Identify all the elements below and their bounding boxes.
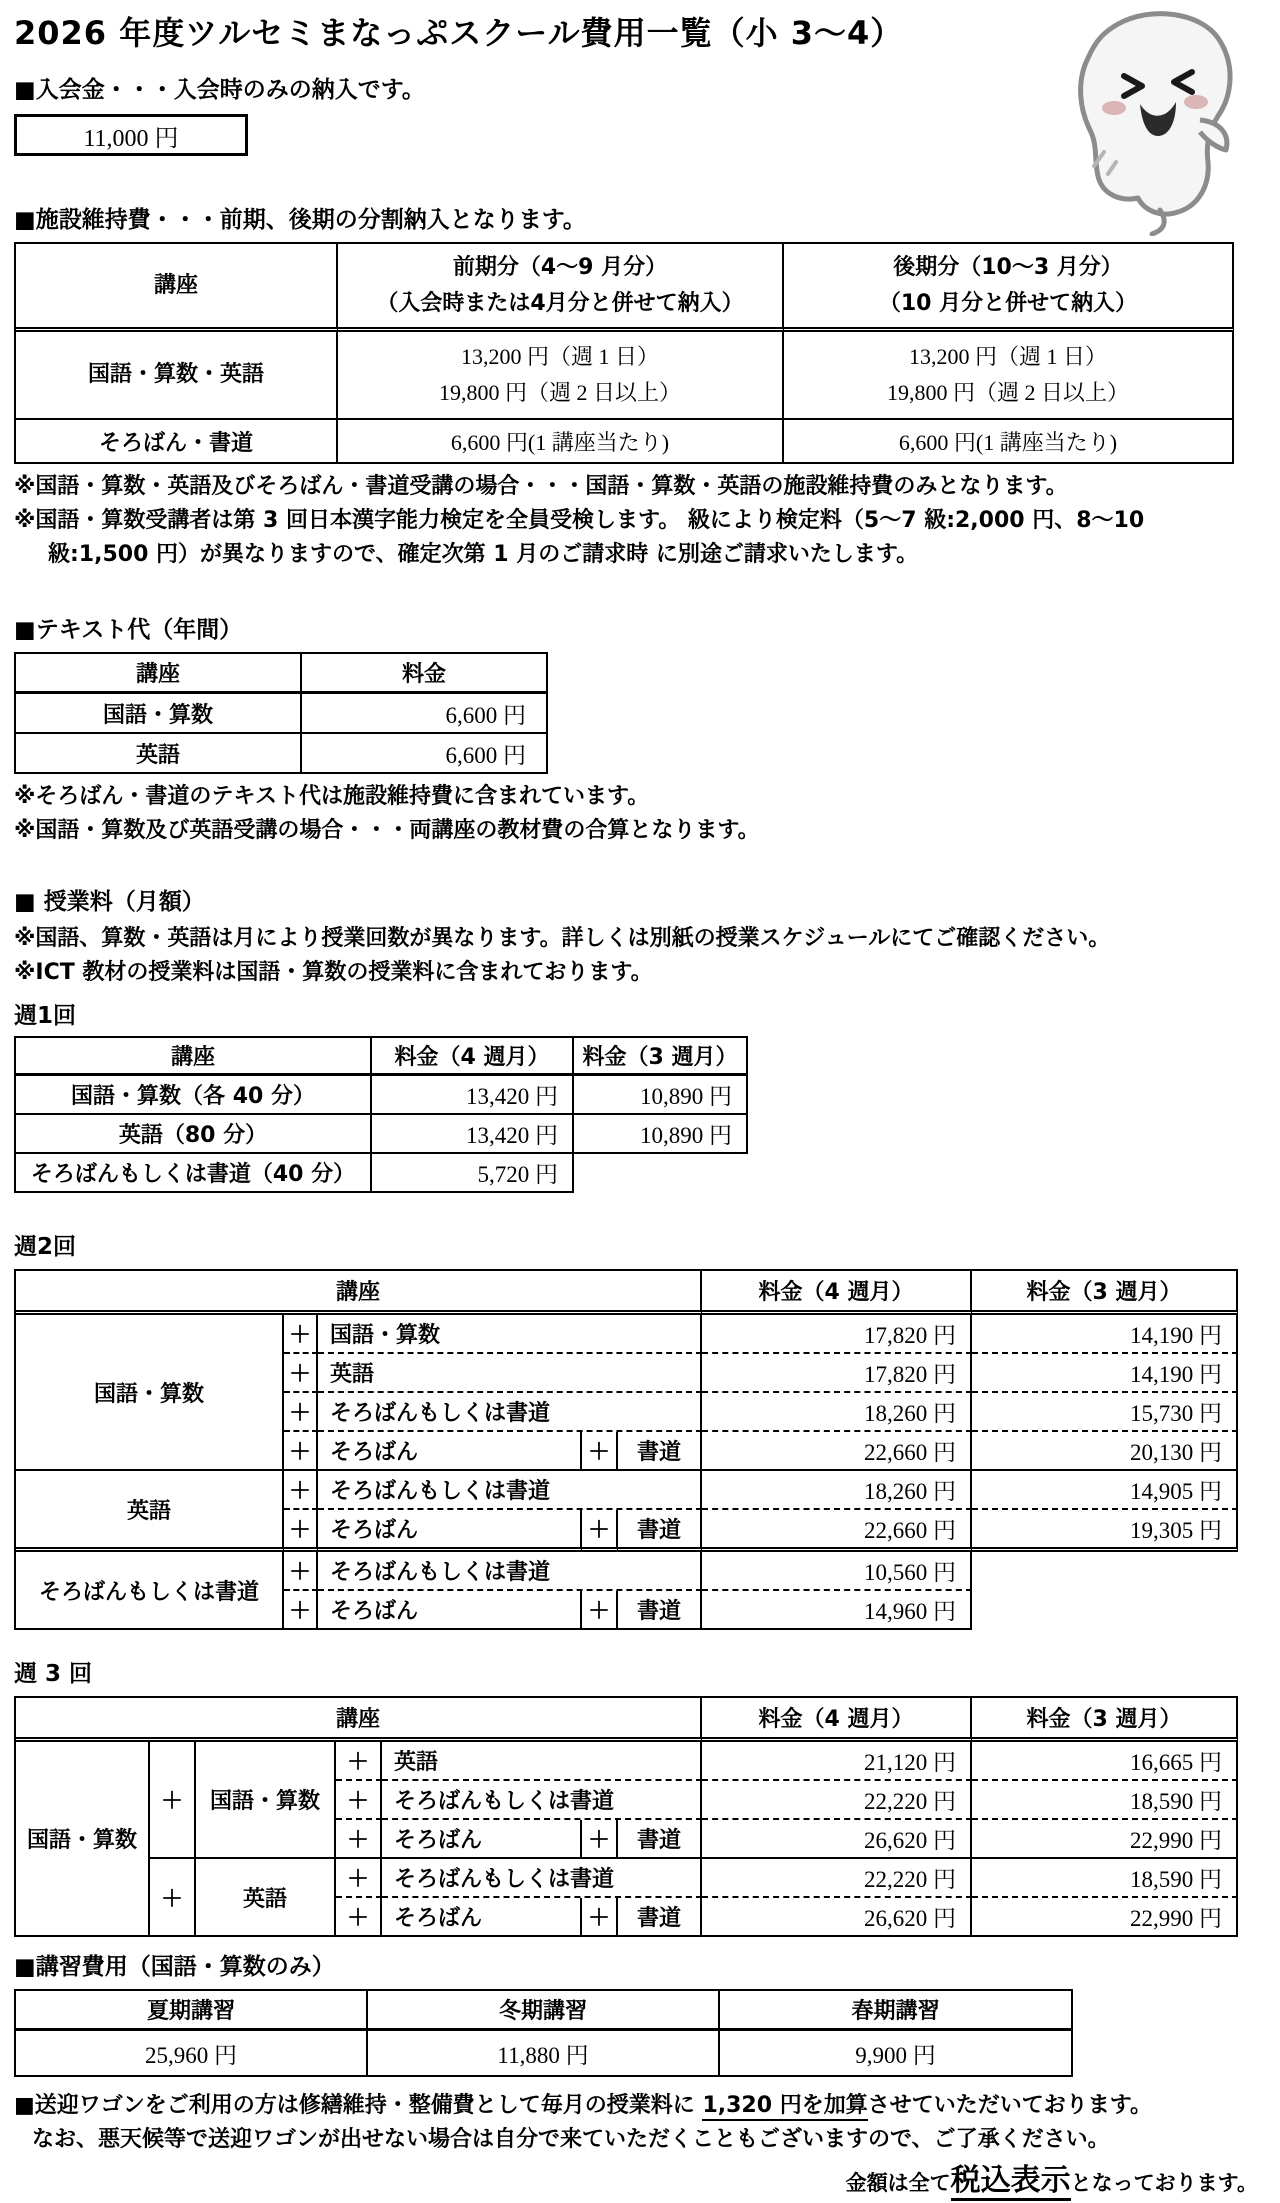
plus-sign: ＋ [582,1510,618,1552]
table-row [16,1742,1238,1781]
column-header-price3: 料金（3 週月） [574,1038,748,1076]
price-4week-cell: 10,560 円 [702,1552,972,1591]
wagon-note-pre: ■送迎ワゴンをご利用の方は修繕維持・整備費として毎月の授業料に [14,2093,703,2118]
added-course-cell: 英語 [382,1742,702,1781]
seminar-heading: ■講習費用（国語・算数のみ） [14,1954,335,1980]
plus-sign: ＋ [284,1510,318,1552]
column-header-winter: 冬期講習 [368,1991,720,2031]
table-header-row [16,244,1234,332]
facility-table [14,242,1234,464]
table-row [16,1154,748,1193]
tax-note [14,2161,1264,2203]
price-cell: 6,600 円 [302,694,548,734]
price-4week-cell: 22,660 円 [702,1510,972,1552]
tax-note-post: となっております。 [1070,2171,1258,2195]
course-cell: 英語（80 分） [16,1115,372,1154]
week2-label: 週2回 [14,1234,77,1260]
mascot-blush-right [1184,95,1208,109]
added-course2-cell: 書道 [618,1591,702,1630]
textbook-table [14,652,548,774]
price-3week-cell: 22,990 円 [972,1820,1238,1859]
course-cell: 英語 [16,734,302,774]
plus-sign: ＋ [284,1315,318,1354]
plus-sign: ＋ [150,1742,196,1859]
course-group-cell: 英語 [196,1859,336,1937]
first-term-header-line2: （入会時または4月分と併せて納入） [376,290,744,316]
summer-price-cell: 25,960 円 [16,2031,368,2077]
table-row [16,332,1234,420]
price-3week-cell: 18,590 円 [972,1859,1238,1898]
tax-note-pre: 金額は全て [845,2171,951,2195]
facility-note: 級:1,500 円）が異なりますので、確定次第 1 月のご請求時 に別途ご請求いたします。 [48,542,919,567]
course-group-cell: そろばんもしくは書道 [16,1552,284,1630]
fee-line: 19,800 円（週 2 日以上） [438,380,681,405]
empty-cell [972,1591,1238,1630]
added-course-cell: そろばん [382,1898,582,1937]
mascot-illustration [1042,4,1254,236]
wagon-note-line2: なお、悪天候等で送迎ワゴンが出せない場合は自分で来ていただくこともございますので、ご了承ください。 [32,2127,1110,2152]
plus-sign: ＋ [284,1471,318,1510]
price-3week-cell: 14,905 円 [972,1471,1238,1510]
table-row [16,1076,748,1115]
outer-course-group-cell: 国語・算数 [16,1742,150,1937]
plus-sign: ＋ [150,1859,196,1937]
fee-line: 19,800 円（週 2 日以上） [886,380,1129,405]
plus-sign: ＋ [336,1820,382,1859]
price-3week-cell: 14,190 円 [972,1354,1238,1393]
table-header-row [16,654,548,694]
added-course-cell: そろばんもしくは書道 [318,1471,702,1510]
price-3week-cell: 18,590 円 [972,1781,1238,1820]
column-header-course: 講座 [16,1271,702,1315]
table-row [16,420,1234,464]
price-3week-cell: 10,890 円 [574,1115,748,1154]
mascot-body [1081,14,1230,214]
fee-line: 13,200 円（週 1 日） [908,344,1107,369]
price-3week-cell: 22,990 円 [972,1898,1238,1937]
column-header-price: 料金 [302,654,548,694]
added-course2-cell: 書道 [618,1898,702,1937]
wagon-note [14,2089,1264,2123]
price-4week-cell: 18,260 円 [702,1393,972,1432]
plus-sign: ＋ [336,1859,382,1898]
price-4week-cell: 22,660 円 [702,1432,972,1471]
textbook-note: ※そろばん・書道のテキスト代は施設維持費に含まれています。 [14,784,650,809]
column-header-summer: 夏期講習 [16,1991,368,2031]
price-4week-cell: 18,260 円 [702,1471,972,1510]
table-header-row [16,1038,748,1076]
tuition-note: ※ICT 教材の授業料は国語・算数の授業料に含まれております。 [14,960,653,985]
course-cell: 国語・算数 [16,694,302,734]
added-course-cell: 英語 [318,1354,702,1393]
week3-table [14,1696,1238,1937]
week2-table [14,1269,1238,1630]
second-term-header-line2: （10 月分と併せて納入） [878,290,1138,316]
plus-sign: ＋ [284,1591,318,1630]
price-3week-cell: 20,130 円 [972,1432,1238,1471]
table-row [16,1115,748,1154]
table-row [16,1471,1238,1510]
empty-cell [972,1552,1238,1591]
column-header-price4: 料金（4 週月） [372,1038,574,1076]
wagon-note-underlined: 1,320 円を加算 [702,2093,867,2121]
added-course-cell: そろばんもしくは書道 [318,1393,702,1432]
empty-cell [574,1154,748,1193]
course-cell: そろばん・書道 [16,420,338,464]
table-header-row [16,1991,1073,2031]
added-course-cell: そろばん [318,1591,582,1630]
column-header-price3: 料金（3 週月） [972,1698,1238,1742]
price-3week-cell: 14,190 円 [972,1315,1238,1354]
column-header-first-term [338,244,784,332]
second-term-header-line1: 後期分（10～3 月分） [893,254,1123,280]
price-4week-cell: 5,720 円 [372,1154,574,1193]
week1-label: 週1回 [14,1003,77,1029]
plus-sign: ＋ [582,1898,618,1937]
added-course2-cell: 書道 [618,1432,702,1471]
added-course2-cell: 書道 [618,1820,702,1859]
price-cell: 6,600 円 [302,734,548,774]
mascot-blush-left [1102,101,1126,115]
first-term-fee-cell: 6,600 円(1 講座当たり) [338,420,784,464]
second-term-fee-cell: 6,600 円(1 講座当たり) [784,420,1234,464]
column-header-course: 講座 [16,244,338,332]
seminar-table [14,1989,1073,2077]
price-4week-cell: 17,820 円 [702,1315,972,1354]
course-cell: そろばんもしくは書道（40 分） [16,1154,372,1193]
page-title: 2026 年度ツルセミまなっぷスクール費用一覧（小 3～4） [14,14,904,52]
spring-price-cell: 9,900 円 [720,2031,1073,2077]
plus-sign: ＋ [336,1742,382,1781]
plus-sign: ＋ [582,1820,618,1859]
winter-price-cell: 11,880 円 [368,2031,720,2077]
price-4week-cell: 22,220 円 [702,1781,972,1820]
column-header-course: 講座 [16,654,302,694]
week3-label: 週 3 回 [14,1661,93,1687]
price-4week-cell: 14,960 円 [702,1591,972,1630]
table-row [16,1315,1238,1354]
table-row [16,694,548,734]
facility-note: ※国語・算数・英語及びそろばん・書道受講の場合・・・国語・算数・英語の施設維持費のみとなります。 [14,474,1068,499]
table-row [16,1552,1238,1591]
plus-sign: ＋ [582,1432,618,1471]
table-header-row [16,1698,1238,1742]
table-row [16,734,548,774]
column-header-second-term [784,244,1234,332]
first-term-header-line1: 前期分（4～9 月分） [452,254,668,280]
price-4week-cell: 21,120 円 [702,1742,972,1781]
course-group-cell: 英語 [16,1471,284,1552]
column-header-spring: 春期講習 [720,1991,1073,2031]
plus-sign: ＋ [284,1432,318,1471]
added-course-cell: そろばんもしくは書道 [382,1859,702,1898]
facility-heading: ■施設維持費・・・前期、後期の分割納入となります。 [14,207,586,233]
second-term-fee-cell [784,332,1234,420]
price-4week-cell: 17,820 円 [702,1354,972,1393]
table-header-row [16,1271,1238,1315]
plus-sign: ＋ [336,1898,382,1937]
table-row [16,2031,1073,2077]
price-4week-cell: 13,420 円 [372,1076,574,1115]
admission-fee-box [14,114,248,156]
facility-note: ※国語・算数受講者は第 3 回日本漢字能力検定を全員受検します。 級により検定料（5～7 級:2,000 円、8～10 [14,508,1145,533]
price-4week-cell: 26,620 円 [702,1898,972,1937]
course-cell: 国語・算数・英語 [16,332,338,420]
table-row [16,1859,1238,1898]
added-course-cell: そろばん [382,1820,582,1859]
price-4week-cell: 22,220 円 [702,1859,972,1898]
week1-table [14,1036,748,1193]
column-header-course: 講座 [16,1038,372,1076]
tuition-heading: ■ 授業料（月額） [14,889,205,915]
added-course-cell: そろばんもしくは書道 [318,1552,702,1591]
tuition-note: ※国語、算数・英語は月により授業回数が異なります。詳しくは別紙の授業スケジュールにてご確認ください。 [14,926,1111,951]
column-header-price4: 料金（4 週月） [702,1271,972,1315]
added-course-cell: 国語・算数 [318,1315,702,1354]
course-group-cell: 国語・算数 [16,1315,284,1471]
plus-sign: ＋ [284,1393,318,1432]
price-3week-cell: 15,730 円 [972,1393,1238,1432]
wagon-note-post: させていただいております。 [867,2093,1152,2118]
course-cell: 国語・算数（各 40 分） [16,1076,372,1115]
textbook-note: ※国語・算数及び英語受講の場合・・・両講座の教材費の合算となります。 [14,818,760,843]
added-course-cell: そろばんもしくは書道 [382,1781,702,1820]
price-3week-cell: 19,305 円 [972,1510,1238,1552]
price-4week-cell: 13,420 円 [372,1115,574,1154]
added-course-cell: そろばん [318,1510,582,1552]
textbook-heading: ■テキスト代（年間） [14,617,243,643]
added-course-cell: そろばん [318,1432,582,1471]
plus-sign: ＋ [284,1354,318,1393]
column-header-price4: 料金（4 週月） [702,1698,972,1742]
course-group-cell: 国語・算数 [196,1742,336,1859]
plus-sign: ＋ [336,1781,382,1820]
price-3week-cell: 10,890 円 [574,1076,748,1115]
price-3week-cell: 16,665 円 [972,1742,1238,1781]
admission-heading: ■入会金・・・入会時のみの納入です。 [14,77,425,103]
plus-sign: ＋ [582,1591,618,1630]
price-4week-cell: 26,620 円 [702,1820,972,1859]
column-header-course: 講座 [16,1698,702,1742]
first-term-fee-cell [338,332,784,420]
added-course2-cell: 書道 [618,1510,702,1552]
tax-note-emphasis: 税込表示 [951,2163,1071,2201]
fee-line: 13,200 円（週 1 日） [460,344,659,369]
column-header-price3: 料金（3 週月） [972,1271,1238,1315]
plus-sign: ＋ [284,1552,318,1591]
admission-fee-amount: 11,000 円 [83,125,179,152]
